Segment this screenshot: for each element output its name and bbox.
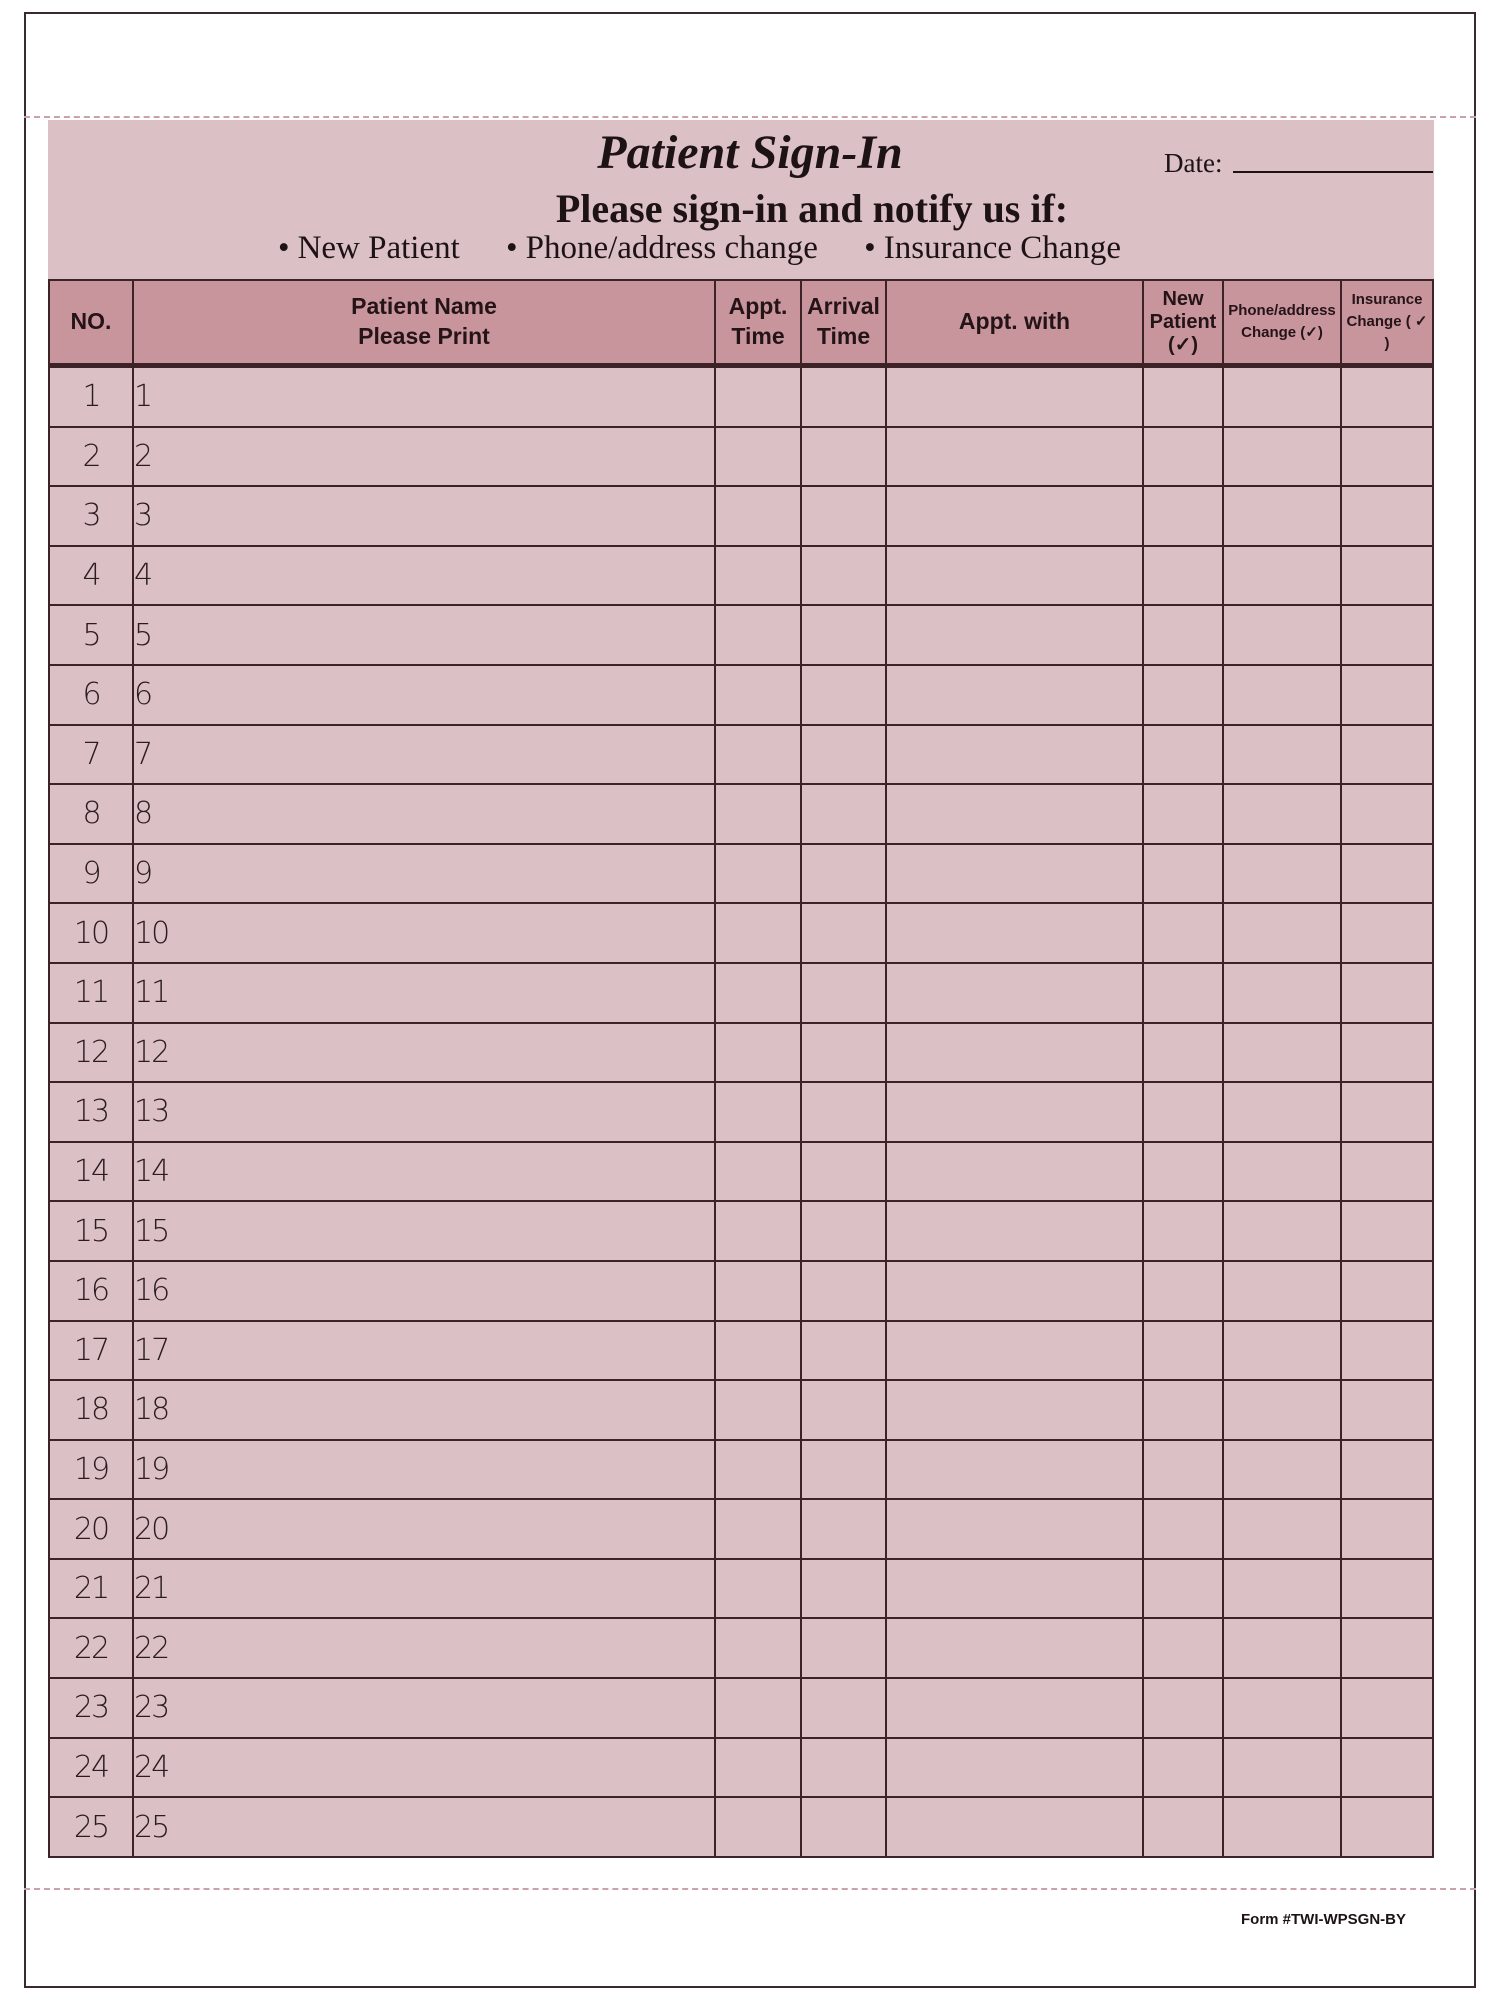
phone-address-change-check-cell[interactable] [1223,1618,1341,1678]
table-row [49,963,1433,1023]
new-patient-check-cell[interactable] [1143,1440,1223,1500]
appt-with-cell[interactable] [886,1499,1143,1559]
arrival-time-cell[interactable] [801,1201,886,1261]
column-header-phone-address-change: Phone/address Change (✓) [1223,280,1341,366]
table-row [49,903,1433,963]
appt-with-cell[interactable] [886,725,1143,785]
appt-with-cell[interactable] [886,784,1143,844]
appt-with-cell[interactable] [886,486,1143,546]
perforation-line-bottom [24,1888,1476,1890]
insurance-change-check-cell[interactable] [1341,1797,1433,1857]
patient-name-cell[interactable]: 15 [133,1201,715,1261]
appt-with-cell[interactable] [886,1261,1143,1321]
insurance-change-check-cell[interactable] [1341,1201,1433,1261]
bullet-icon: • [506,230,518,266]
appt-time-cell[interactable] [715,725,801,785]
row-number: 18 [49,1380,133,1440]
date-field[interactable] [1233,171,1433,173]
new-patient-check-cell[interactable] [1143,1499,1223,1559]
insurance-change-check-cell[interactable] [1341,1082,1433,1142]
row-number: 13 [49,1082,133,1142]
appt-with-cell[interactable] [886,1023,1143,1083]
appt-time-cell[interactable] [715,427,801,487]
phone-address-change-check-cell[interactable] [1223,427,1341,487]
appt-time-cell[interactable] [715,1380,801,1440]
appt-time-cell[interactable] [715,486,801,546]
appt-with-cell[interactable] [886,963,1143,1023]
table-row [49,665,1433,725]
insurance-change-check-cell[interactable] [1341,605,1433,665]
insurance-change-check-cell[interactable] [1341,1499,1433,1559]
appt-time-cell[interactable] [715,844,801,904]
table-row [49,366,1433,427]
appt-time-cell[interactable] [715,1082,801,1142]
new-patient-check-cell[interactable] [1143,366,1223,427]
bullet-icon: • [278,230,290,266]
phone-address-change-check-cell[interactable] [1223,903,1341,963]
appt-with-cell[interactable] [886,1440,1143,1500]
new-patient-check-cell[interactable] [1143,1678,1223,1738]
new-patient-check-cell[interactable] [1143,1261,1223,1321]
appt-time-cell[interactable] [715,1023,801,1083]
arrival-time-cell[interactable] [801,1261,886,1321]
insurance-change-check-cell[interactable] [1341,1440,1433,1500]
new-patient-check-cell[interactable] [1143,427,1223,487]
insurance-change-check-cell[interactable] [1341,427,1433,487]
row-number: 11 [49,963,133,1023]
table-row [49,1321,1433,1381]
column-header-arrival-time: Arrival Time [801,280,886,366]
new-patient-check-cell[interactable] [1143,1321,1223,1381]
new-patient-check-cell[interactable] [1143,1201,1223,1261]
new-patient-check-cell[interactable] [1143,725,1223,785]
patient-name-cell[interactable]: 4 [133,546,715,606]
table-row [49,784,1433,844]
table-row [49,725,1433,785]
insurance-change-check-cell[interactable] [1341,486,1433,546]
appt-with-cell[interactable] [886,366,1143,427]
phone-address-change-check-cell[interactable] [1223,1201,1341,1261]
table-row [49,1201,1433,1261]
patient-name-cell[interactable]: 19 [133,1440,715,1500]
bullet-icon: • [864,230,876,266]
table-row [49,1738,1433,1798]
row-number: 17 [49,1321,133,1381]
table-header-row [49,280,1433,366]
table-row [49,1499,1433,1559]
reason-insurance-change: Insurance Change [883,230,1122,266]
insurance-change-check-cell[interactable] [1341,844,1433,904]
appt-with-cell[interactable] [886,1618,1143,1678]
arrival-time-cell[interactable] [801,1618,886,1678]
phone-address-change-check-cell[interactable] [1223,1142,1341,1202]
appt-time-cell[interactable] [715,546,801,606]
appt-time-cell[interactable] [715,903,801,963]
patient-name-cell[interactable]: 11 [133,963,715,1023]
arrival-time-cell[interactable] [801,784,886,844]
row-number: 16 [49,1261,133,1321]
arrival-time-cell[interactable] [801,366,886,427]
phone-address-change-check-cell[interactable] [1223,1738,1341,1798]
row-number: 10 [49,903,133,963]
patient-name-cell[interactable]: 8 [133,784,715,844]
insurance-change-check-cell[interactable] [1341,725,1433,785]
row-number: 23 [49,1678,133,1738]
appt-time-cell[interactable] [715,1618,801,1678]
appt-time-cell[interactable] [715,1321,801,1381]
new-patient-check-cell[interactable] [1143,1142,1223,1202]
appt-with-cell[interactable] [886,1082,1143,1142]
phone-address-change-check-cell[interactable] [1223,784,1341,844]
arrival-time-cell[interactable] [801,605,886,665]
table-row [49,486,1433,546]
phone-address-change-check-cell[interactable] [1223,1380,1341,1440]
new-patient-check-cell[interactable] [1143,1797,1223,1857]
row-number: 15 [49,1201,133,1261]
arrival-time-cell[interactable] [801,1678,886,1738]
row-number: 1 [49,366,133,427]
arrival-time-cell[interactable] [801,1738,886,1798]
new-patient-check-cell[interactable] [1143,1082,1223,1142]
row-number: 2 [49,427,133,487]
patient-name-cell[interactable]: 24 [133,1738,715,1798]
table-row [49,605,1433,665]
patient-name-cell[interactable]: 2 [133,427,715,487]
phone-address-change-check-cell[interactable] [1223,1499,1341,1559]
perforation-line-top [24,116,1476,118]
patient-name-cell[interactable]: 16 [133,1261,715,1321]
patient-name-cell[interactable]: 9 [133,844,715,904]
new-patient-check-cell[interactable] [1143,1023,1223,1083]
column-header-patient-name: Patient Name Please Print [133,280,715,366]
insurance-change-check-cell[interactable] [1341,903,1433,963]
appt-time-cell[interactable] [715,605,801,665]
new-patient-check-cell[interactable] [1143,1738,1223,1798]
table-row [49,1023,1433,1083]
row-number: 5 [49,605,133,665]
column-header-appt-with: Appt. with [886,280,1143,366]
patient-name-cell[interactable]: 14 [133,1142,715,1202]
arrival-time-cell[interactable] [801,725,886,785]
row-number: 8 [49,784,133,844]
insurance-change-check-cell[interactable] [1341,1678,1433,1738]
table-row [49,1797,1433,1857]
appt-time-cell[interactable] [715,1559,801,1619]
table-row [49,427,1433,487]
patient-name-cell[interactable]: 21 [133,1559,715,1619]
row-number: 12 [49,1023,133,1083]
insurance-change-check-cell[interactable] [1341,665,1433,725]
appt-with-cell[interactable] [886,427,1143,487]
phone-address-change-check-cell[interactable] [1223,1082,1341,1142]
appt-with-cell[interactable] [886,1321,1143,1381]
arrival-time-cell[interactable] [801,427,886,487]
patient-name-cell[interactable]: 20 [133,1499,715,1559]
form-subtitle: Please sign-in and notify us if: [555,186,1069,231]
phone-address-change-check-cell[interactable] [1223,1321,1341,1381]
new-patient-check-cell[interactable] [1143,1559,1223,1619]
reason-phone-address-change: Phone/address change [525,230,818,266]
row-number: 25 [49,1797,133,1857]
form-number: Form #TWI-WPSGN-BY [1241,1911,1406,1928]
new-patient-check-cell[interactable] [1143,605,1223,665]
phone-address-change-check-cell[interactable] [1223,1261,1341,1321]
phone-address-change-check-cell[interactable] [1223,963,1341,1023]
table-row [49,844,1433,904]
arrival-time-cell[interactable] [801,1023,886,1083]
table-row [49,1261,1433,1321]
table-row [49,546,1433,606]
patient-name-cell[interactable]: 1 [133,366,715,427]
patient-name-cell[interactable]: 5 [133,605,715,665]
form-title: Patient Sign-In [597,126,903,179]
appt-time-cell[interactable] [715,1738,801,1798]
appt-time-cell[interactable] [715,1440,801,1500]
table-row [49,1559,1433,1619]
appt-time-cell[interactable] [715,1201,801,1261]
arrival-time-cell[interactable] [801,486,886,546]
insurance-change-check-cell[interactable] [1341,1321,1433,1381]
column-header-insurance-change: Insurance Change ( ✓ ) [1341,280,1433,366]
arrival-time-cell[interactable] [801,844,886,904]
insurance-change-check-cell[interactable] [1341,546,1433,606]
phone-address-change-check-cell[interactable] [1223,366,1341,427]
column-header-appt-time: Appt. Time [715,280,801,366]
insurance-change-check-cell[interactable] [1341,1023,1433,1083]
notify-reasons-list [278,230,1159,267]
patient-name-cell[interactable]: 6 [133,665,715,725]
phone-address-change-check-cell[interactable] [1223,725,1341,785]
patient-name-cell[interactable]: 13 [133,1082,715,1142]
appt-with-cell[interactable] [886,1738,1143,1798]
patient-name-cell[interactable]: 25 [133,1797,715,1857]
phone-address-change-check-cell[interactable] [1223,605,1341,665]
row-number: 3 [49,486,133,546]
arrival-time-cell[interactable] [801,1142,886,1202]
phone-address-change-check-cell[interactable] [1223,546,1341,606]
appt-with-cell[interactable] [886,1678,1143,1738]
table-row [49,1380,1433,1440]
appt-time-cell[interactable] [715,665,801,725]
appt-time-cell[interactable] [715,963,801,1023]
appt-with-cell[interactable] [886,1380,1143,1440]
patient-name-cell[interactable]: 12 [133,1023,715,1083]
table-row [49,1678,1433,1738]
new-patient-check-cell[interactable] [1143,963,1223,1023]
table-row [49,1618,1433,1678]
appt-time-cell[interactable] [715,1142,801,1202]
row-number: 21 [49,1559,133,1619]
phone-address-change-check-cell[interactable] [1223,844,1341,904]
arrival-time-cell[interactable] [801,665,886,725]
insurance-change-check-cell[interactable] [1341,1618,1433,1678]
new-patient-check-cell[interactable] [1143,784,1223,844]
appt-time-cell[interactable] [715,366,801,427]
table-row [49,1142,1433,1202]
phone-address-change-check-cell[interactable] [1223,1559,1341,1619]
new-patient-check-cell[interactable] [1143,1618,1223,1678]
patient-name-cell[interactable]: 23 [133,1678,715,1738]
row-number: 19 [49,1440,133,1500]
appt-time-cell[interactable] [715,1261,801,1321]
appt-with-cell[interactable] [886,1797,1143,1857]
patient-name-cell[interactable]: 18 [133,1380,715,1440]
table-row [49,1082,1433,1142]
patient-name-cell[interactable]: 17 [133,1321,715,1381]
appt-time-cell[interactable] [715,784,801,844]
insurance-change-check-cell[interactable] [1341,366,1433,427]
arrival-time-cell[interactable] [801,903,886,963]
appt-with-cell[interactable] [886,1559,1143,1619]
arrival-time-cell[interactable] [801,963,886,1023]
phone-address-change-check-cell[interactable] [1223,1023,1341,1083]
appt-with-cell[interactable] [886,665,1143,725]
row-number: 7 [49,725,133,785]
appt-time-cell[interactable] [715,1797,801,1857]
new-patient-check-cell[interactable] [1143,665,1223,725]
patient-name-cell[interactable]: 7 [133,725,715,785]
appt-with-cell[interactable] [886,903,1143,963]
appt-with-cell[interactable] [886,844,1143,904]
arrival-time-cell[interactable] [801,1440,886,1500]
phone-address-change-check-cell[interactable] [1223,1678,1341,1738]
appt-with-cell[interactable] [886,546,1143,606]
arrival-time-cell[interactable] [801,1321,886,1381]
column-header-new-patient: New Patient (✓) [1143,280,1223,366]
row-number: 9 [49,844,133,904]
appt-with-cell[interactable] [886,1201,1143,1261]
insurance-change-check-cell[interactable] [1341,1380,1433,1440]
reason-new-patient: New Patient [297,230,460,266]
phone-address-change-check-cell[interactable] [1223,1797,1341,1857]
appt-time-cell[interactable] [715,1499,801,1559]
insurance-change-check-cell[interactable] [1341,1261,1433,1321]
row-number: 20 [49,1499,133,1559]
phone-address-change-check-cell[interactable] [1223,1440,1341,1500]
table-row [49,1440,1433,1500]
phone-address-change-check-cell[interactable] [1223,486,1341,546]
row-number: 22 [49,1618,133,1678]
arrival-time-cell[interactable] [801,1082,886,1142]
arrival-time-cell[interactable] [801,1559,886,1619]
new-patient-check-cell[interactable] [1143,486,1223,546]
patient-name-cell[interactable]: 3 [133,486,715,546]
row-number: 6 [49,665,133,725]
appt-time-cell[interactable] [715,1678,801,1738]
phone-address-change-check-cell[interactable] [1223,665,1341,725]
insurance-change-check-cell[interactable] [1341,963,1433,1023]
sign-in-table [48,279,1434,1858]
appt-with-cell[interactable] [886,605,1143,665]
patient-name-cell[interactable]: 22 [133,1618,715,1678]
insurance-change-check-cell[interactable] [1341,1559,1433,1619]
column-header-no: NO. [49,280,133,366]
date-label: Date: [1164,148,1223,178]
new-patient-check-cell[interactable] [1143,903,1223,963]
new-patient-check-cell[interactable] [1143,546,1223,606]
new-patient-check-cell[interactable] [1143,844,1223,904]
row-number: 14 [49,1142,133,1202]
row-number: 24 [49,1738,133,1798]
patient-name-cell[interactable]: 10 [133,903,715,963]
insurance-change-check-cell[interactable] [1341,784,1433,844]
new-patient-check-cell[interactable] [1143,1380,1223,1440]
arrival-time-cell[interactable] [801,1499,886,1559]
arrival-time-cell[interactable] [801,1380,886,1440]
row-number: 4 [49,546,133,606]
insurance-change-check-cell[interactable] [1341,1142,1433,1202]
arrival-time-cell[interactable] [801,1797,886,1857]
insurance-change-check-cell[interactable] [1341,1738,1433,1798]
arrival-time-cell[interactable] [801,546,886,606]
appt-with-cell[interactable] [886,1142,1143,1202]
